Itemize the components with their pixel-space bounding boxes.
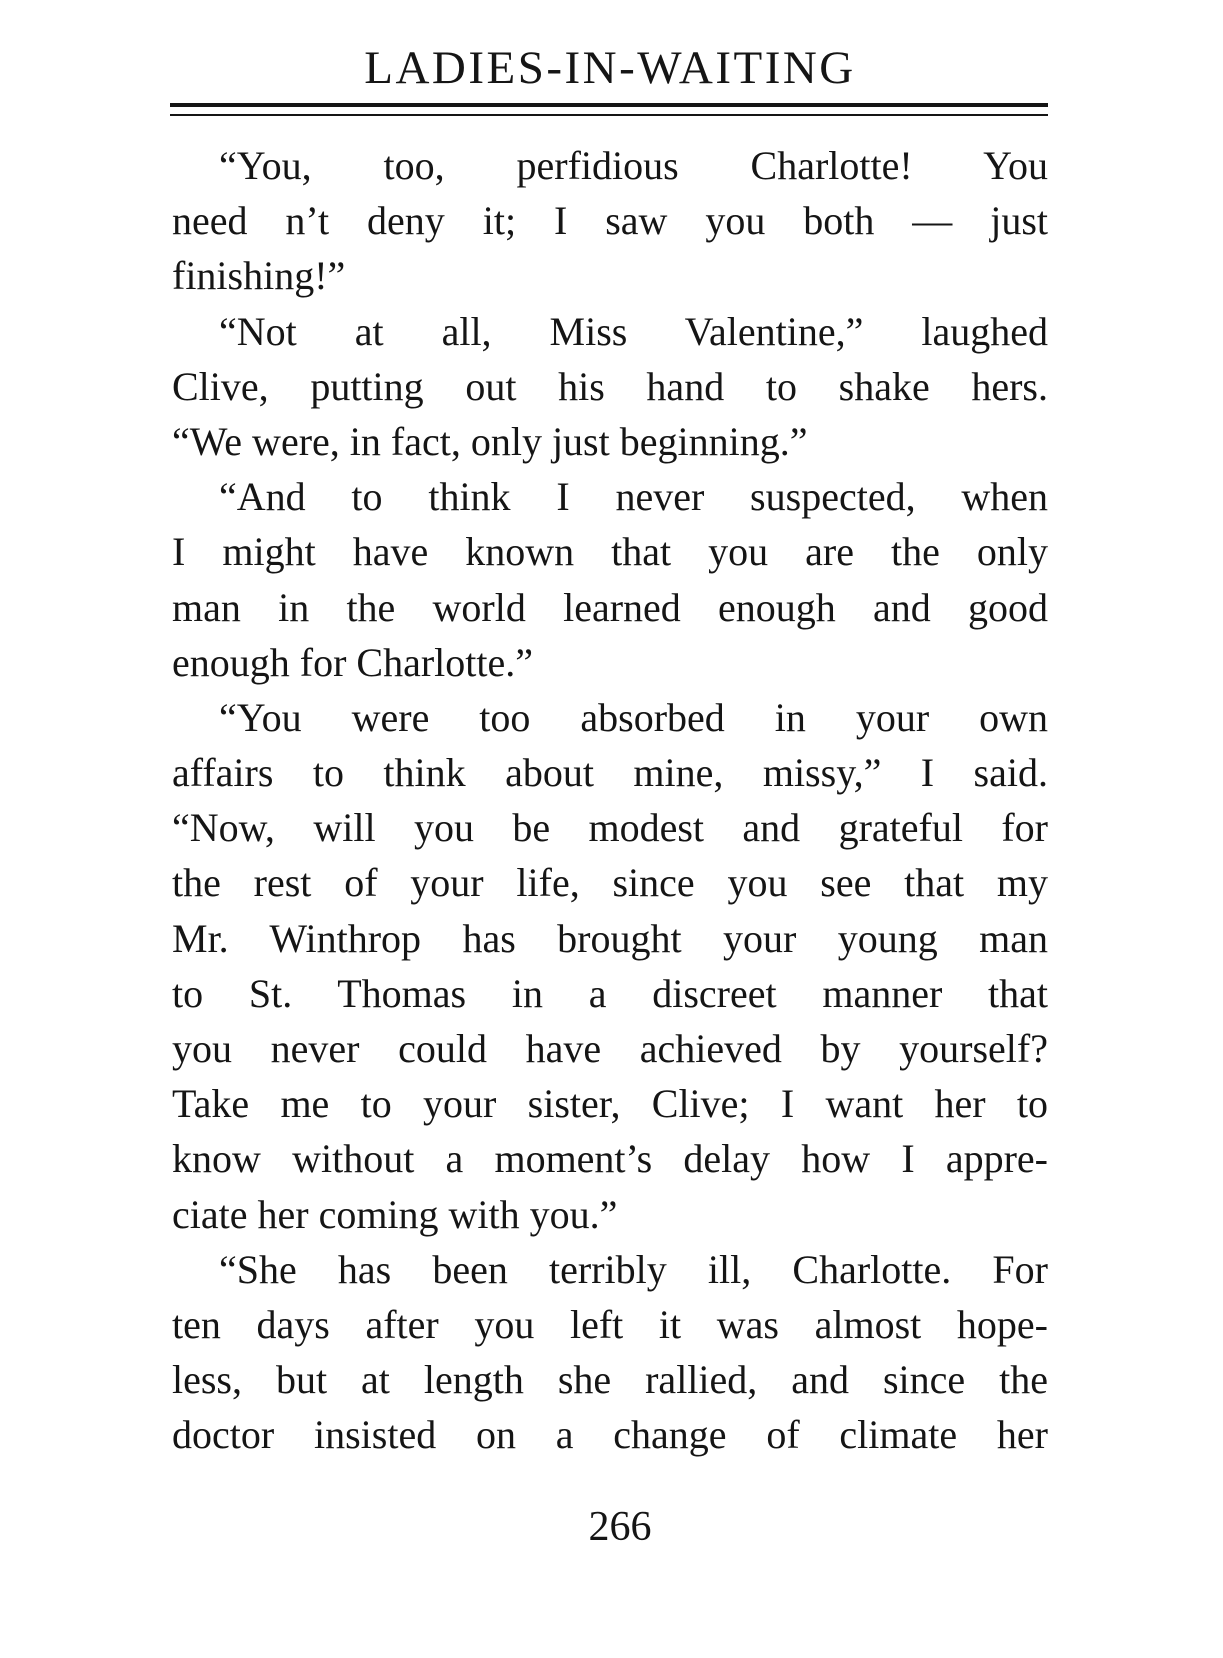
text-line: less, but at length she rallied, and since the bbox=[172, 1357, 1048, 1403]
text-line: Take me to your sister, Clive; I want her to bbox=[172, 1081, 1048, 1127]
text-line: ciate her coming with you.” bbox=[172, 1191, 618, 1237]
text-line: enough for Charlotte.” bbox=[172, 639, 533, 685]
header-rule-thin bbox=[170, 114, 1048, 116]
text-line: to St. Thomas in a discreet manner that bbox=[172, 970, 1048, 1016]
text-line: man in the world learned enough and good bbox=[172, 584, 1048, 630]
text-line: I might have known that you are the only bbox=[172, 529, 1048, 575]
header-rule-thick bbox=[170, 103, 1048, 107]
text-line: Mr. Winthrop has brought your young man bbox=[172, 915, 1048, 961]
body-text bbox=[172, 138, 1048, 1463]
text-line: affairs to think about mine, missy,” I said. bbox=[172, 750, 1048, 796]
text-line: “Not at all, Miss Valentine,” laughed bbox=[219, 308, 1048, 354]
text-line: finishing!” bbox=[172, 253, 346, 299]
running-head-title: LADIES-IN-WAITING bbox=[364, 42, 856, 94]
text-line: “You, too, perfidious Charlotte! You bbox=[219, 143, 1048, 188]
text-line: Clive, putting out his hand to shake hers. bbox=[172, 363, 1048, 409]
text-line: need n’t deny it; I saw you both — just bbox=[172, 198, 1048, 244]
page-number: 266 bbox=[588, 1504, 652, 1550]
text-line: “You were too absorbed in your own bbox=[219, 694, 1048, 740]
text-line: you never could have achieved by yourself? bbox=[172, 1026, 1048, 1071]
text-line: know without a moment’s delay how I appre- bbox=[172, 1136, 1048, 1182]
text-line: “She has been terribly ill, Charlotte. For bbox=[219, 1246, 1048, 1292]
text-line: ten days after you left it was almost hope- bbox=[172, 1301, 1048, 1347]
text-line: “Now, will you be modest and grateful for bbox=[172, 805, 1048, 851]
text-line: the rest of your life, since you see that my bbox=[172, 860, 1048, 906]
text-line: “And to think I never suspected, when bbox=[219, 474, 1048, 520]
text-line: “We were, in fact, only just beginning.” bbox=[172, 418, 808, 464]
text-line: doctor insisted on a change of climate her bbox=[172, 1412, 1048, 1458]
